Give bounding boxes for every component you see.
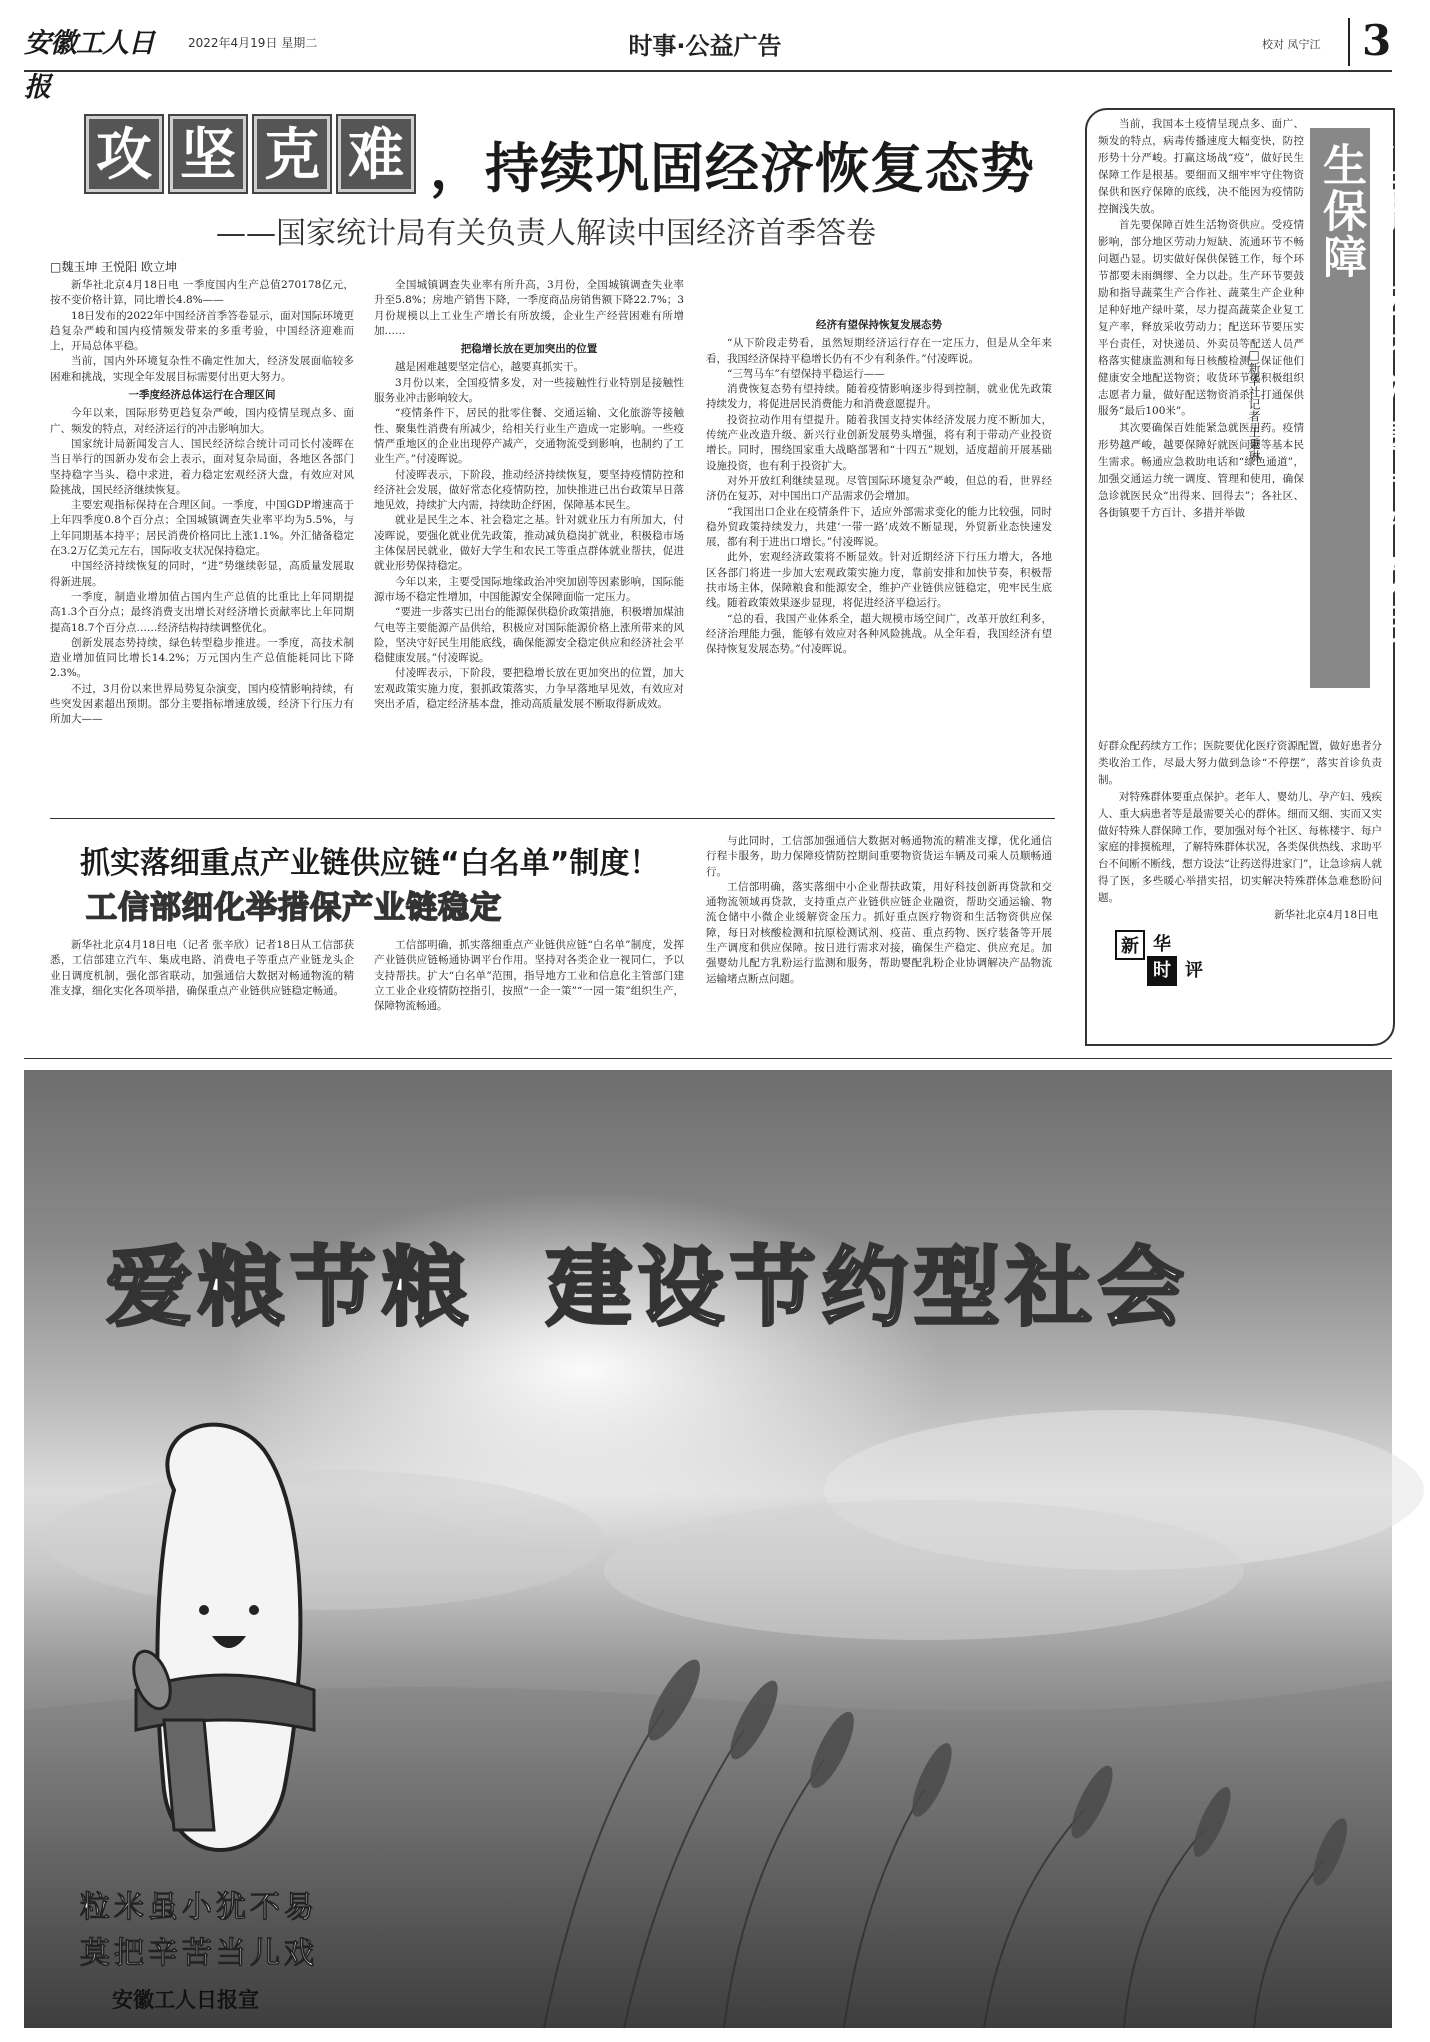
- paragraph: 全国城镇调查失业率有所升高，3月份，全国城镇调查失业率升至5.8%；房地产销售下降，一季度商品房销售额下降22.7%；3月份规模以上工业生产增长有所放缓，企业生产经营困难有所增加……: [374, 279, 684, 337]
- article2-column-3: [706, 834, 1052, 1048]
- commentary-title-bar: [1310, 128, 1426, 688]
- article1-column-2: [374, 278, 684, 810]
- paragraph: 越是困难越要坚定信心，越要真抓实干。: [395, 361, 584, 374]
- commentary-byline: □新华社记者 王秉琳: [1247, 348, 1261, 462]
- editor-credit: 校对 凤宁江: [1262, 38, 1321, 51]
- section-title: 时事·公益广告: [628, 32, 782, 60]
- masthead-text: 安徽工人日报: [24, 28, 154, 103]
- paragraph: 当前，我国本土疫情呈现点多、面广、频发的特点，病毒传播速度大幅变快，防控形势十分严峻。打赢这场战“疫”，做好民生保障工作是根基。要细而又细牢牢守住物资保供和医疗保障的底线，决不能因为疫情防控搁浅失放。: [1098, 118, 1304, 215]
- article2-subtitle: 工信部细化举措保产业链稳定: [86, 890, 502, 926]
- paragraph: “要进一步落实已出台的能源保供稳价政策措施，积极增加煤油气电等主要能源产品供给，积极应对国际能源价格上涨所带来的风险，坚决守好民生用能底线，确保能源安全稳定供应和经济社会平稳健康发展。”付凌晖说。: [374, 606, 684, 665]
- article2-column-2: [374, 938, 684, 1048]
- cloud: [44, 1470, 604, 1610]
- headline-box-char: 坚: [170, 116, 246, 192]
- paragraph: 好群众配药续方工作；医院要优化医疗资源配置，做好患者分类收治工作，尽最大努力做到急诊“不停摆”，落实首诊负责制。: [1098, 740, 1382, 786]
- commentary-title: 坚持『动态清零』做好民生保障: [1315, 142, 1426, 648]
- section-subheading: 一季度经济总体运行在合理区间: [128, 389, 276, 402]
- ad-headline: 爱粮节粮 建设节约型社会: [106, 1238, 1190, 1338]
- logo-char: 评: [1179, 956, 1209, 986]
- xinhua-commentary-logo: [1115, 930, 1245, 986]
- paragraph: 工信部明确，抓实落细重点产业链供应链“白名单”制度，发挥产业链供应链畅通协调平台作用。坚持对各类企业一视同仁，予以支持帮扶。扩大“白名单”范围，指导地方工业和信息化主管部门建立工业企业疫情防控指引，按照“一企一策”“一园一策”组织生产，保障物流畅通。: [374, 939, 684, 1013]
- paragraph: 一季度，制造业增加值占国内生产总值的比重比上年同期提高1.3个百分点；最终消费支出增长对经济增长贡献率比上年同期提高18.7个百分点……经济结构持续调整优化。: [50, 590, 354, 634]
- paragraph: 此外，宏观经济政策将不断显效。针对近期经济下行压力增大，各地区各部门将进一步加大宏观政策实施力度，靠前安排和加快节奏，积极帮扶市场主体，保障粮食和能源安全，维护产业链供应链稳定，兜牢民生底线。随着政策效果逐步显现，将促进经济平稳运行。: [706, 551, 1052, 610]
- commentary-text-lower: [1098, 738, 1382, 1038]
- paragraph: 国家统计局新闻发言人、国民经济综合统计司司长付凌晖在当日举行的国新办发布会上表示，面对复杂局面，各地区各部门坚持稳字当头、稳中求进，着力稳定宏观经济大盘，有效应对风险挑战，国民经济继续恢复。: [50, 437, 354, 496]
- article2-column-1: [50, 938, 354, 1048]
- paragraph: 今年以来，主要受国际地缘政治冲突加剧等因素影响，国际能源市场不稳定性增加，中国能源安全保障面临一定压力。: [374, 575, 684, 603]
- cloud: [604, 1500, 1244, 1640]
- article2-title: 抓实落细重点产业链供应链“白名单”制度！: [80, 846, 660, 881]
- section-subheading: 把稳增长放在更加突出的位置: [460, 343, 598, 356]
- paragraph: 工信部明确，落实落细中小企业帮扶政策，用好科技创新再贷款和交通物流领域再贷款，支持重点产业链供应链企业融资，帮助交通运输、物流仓储中小微企业缓解资金压力。抓好重点医疗物资和生活物资供应保障，每日对核酸检测和抗原检测试剂、疫苗、重点药物、医疗装备等开展生产调度和供应保障。按日进行需求对接，确保生产稳定、供应充足。加强婴幼儿配方乳粉运行监测和服务，帮助婴配乳粉企业协调解决产品物流运输堵点断点问题。: [706, 880, 1052, 985]
- paragraph: 投资拉动作用有望提升。随着我国支持实体经济发展力度不断加大，传统产业改造升级、新兴行业创新发展势头增强，将有利于带动产业投资增长。同时，围绕国家重大战略部署和“十四五”规划，适度超前开展基础设施投资，也有利于投资扩大。: [706, 413, 1052, 472]
- page-number: 3: [1362, 16, 1392, 65]
- paragraph: 对外开放红利继续显现。尽管国际环境复杂严峻，但总的看，世界经济仍在复苏，对中国出口产品需求仍会增加。: [706, 474, 1052, 503]
- headline-main: ，持续巩固经济恢复态势: [430, 137, 1035, 200]
- article1-column-3: [706, 278, 1052, 810]
- paragraph: 首先要保障百姓生活物资供应。受疫情影响，部分地区劳动力短缺、流通环节不畅问题凸显。切实做好保供保链工作，每个环节都要未雨绸缪、全力以赴。生产环节要鼓励和指导蔬菜生产合作社、蔬菜生产企业种足种好地产绿叶菜，尽力提高蔬菜企业复工复产率，释放采收劳动力；配送环节要压实平台责任，对快递员、外卖员等配送人员严格落实健康监测和每日核酸检测，保证他们健康安全地配送物资；收货环节要积极组织志愿者力量，做好配送物资消杀，打通保供服务“最后100米”。: [1098, 219, 1304, 418]
- article-divider: [50, 818, 1055, 819]
- headline-box-char: 攻: [86, 116, 162, 192]
- paragraph: “总的看，我国产业体系全，超大规模市场空间广，改革开放红利多，经济治理能力强，能够有效应对各种风险挑战。从全年看，我国经济有望保持恢复发展态势。”付凌晖说。: [706, 612, 1052, 656]
- section-subheading: 经济有望保持恢复发展态势: [816, 319, 942, 331]
- paragraph: 消费恢复态势有望持续。随着疫情影响逐步得到控制，就业优先政策持续发力，将促进居民消费能力和消费意愿提升。: [706, 383, 1052, 411]
- ad-slogan-line-1: 粒米虽小犹不易: [80, 1890, 318, 1925]
- headline-box-char: 克: [254, 116, 330, 192]
- paragraph: 新华社北京4月18日电 一季度国内生产总值270178亿元，按不变价格计算，同比增长4.8%——: [50, 279, 354, 307]
- paragraph: 当前，国内外环境复杂性不确定性加大，经济发展面临较多困难和挑战，实现全年发展目标需要付出更大努力。: [50, 355, 354, 383]
- logo-char: 时: [1147, 956, 1177, 986]
- paragraph: 主要宏观指标保持在合理区间。一季度，中国GDP增速高于上年四季度0.8个百分点；全国城镇调查失业率平均为5.5%，与上年同期基本持平；居民消费价格同比上涨1.1%。外汇储备稳定在3.2万亿美元左右，国际收支状况保持稳定。: [50, 499, 354, 558]
- headline-boxed-chars: [86, 116, 414, 192]
- paragraph: 不过，3月份以来世界局势复杂演变，国内疫情影响持续，有些突发因素超出预期。部分主要指标增速放缓，经济下行压力有所加大——: [50, 682, 354, 726]
- article-byline: □魏玉坤 王悦阳 欧立坤: [50, 260, 177, 274]
- ad-slogan-line-2: 莫把辛苦当儿戏: [80, 1936, 318, 1971]
- paragraph: “从下阶段走势看，虽然短期经济运行存在一定压力，但是从全年来看，我国经济保持平稳增长仍有不少有利条件。”付凌晖说。: [706, 337, 1052, 365]
- article1-column-1: [50, 278, 354, 810]
- paragraph: 付凌晖表示，下阶段，要把稳增长放在更加突出的位置，加大宏观政策实施力度，狠抓政策落实，力争早落地早见效，有效应对突出矛盾，稳定经济基本盘，推动高质量发展不断取得新成效。: [374, 667, 684, 711]
- header-rule: [24, 70, 1392, 72]
- paragraph: 新华社北京4月18日电（记者 张辛欣）记者18日从工信部获悉，工信部建立汽车、集成电路、消费电子等重点产业链龙头企业日调度机制，强化部省联动，加强通信大数据对畅通物流的精准支撑，细化实化各项举措，确保重点产业链供应链稳定畅通。: [50, 939, 354, 997]
- paragraph: 中国经济持续恢复的同时，“进”势继续彰显，高质量发展取得新进展。: [50, 560, 354, 588]
- headline-box-char: 难: [338, 116, 414, 192]
- paragraph: “我国出口企业在疫情条件下，适应外部需求变化的能力比较强，同时稳外贸政策持续发力，共建‘一带一路’成效不断显现，外贸新业态快速发展，都有利于进出口增长。”付凌晖说。: [706, 505, 1052, 549]
- paragraph: 创新发展态势持续，绿色转型稳步推进。一季度，高技术制造业增加值同比增长14.2%；万元国内生产总值能耗同比下降2.3%。: [50, 636, 354, 680]
- paragraph: 3月份以来，全国疫情多发，对一些接触性行业特别是接触性服务业冲击影响较大。: [374, 376, 684, 405]
- logo-char: 华: [1147, 930, 1177, 960]
- dateline: 新华社北京4月18日电: [1273, 909, 1378, 922]
- ad-sponsor: 安徽工人日报宣: [112, 1988, 259, 2012]
- logo-char: 新: [1115, 930, 1145, 960]
- headline-subtitle: ——国家统计局有关负责人解读中国经济首季答卷: [216, 216, 876, 251]
- section-divider: [24, 1058, 1392, 1059]
- public-service-ad: [24, 1070, 1392, 2028]
- paragraph: 对特殊群体要重点保护。老年人、婴幼儿、孕产妇、残疾人、重大病患者等是最需要关心的群体。细而又细、实而又实做好特殊人群保障工作，要加强对每个社区、每栋楼宇、每户家庭的排摸梳理，了解特殊群体状况，各类保供热线、求助平台不间断不断线，想方设法“让药送得进家门”，让急诊病人就得了医，多些暖心举措实招，切实解决特殊群体急难愁盼问题。: [1098, 790, 1382, 905]
- paragraph: 今年以来，国际形势更趋复杂严峻，国内疫情呈现点多、面广、频发的特点，对经济运行的冲击影响加大。: [50, 407, 354, 435]
- paragraph: 就业是民生之本、社会稳定之基。针对就业压力有所加大，付凌晖说，要强化就业优先政策，推动减负稳岗扩就业，积极稳市场主体保居民就业，做好大学生和农民工等重点群体就业帮扶，促进就业形势保持稳定。: [374, 514, 684, 573]
- paragraph: 18日发布的2022年中国经济首季答卷显示，面对国际环境更趋复杂严峻和国内疫情频发带来的多重考验，中国经济迎难而上，开局总体平稳。: [50, 309, 354, 353]
- paragraph: 其次要确保百姓能紧急就医用药。疫情形势越严峻，越要保障好就医问题等基本民生需求。畅通应急救助电话和“绿色通道”，加强交通运力统一调度、管理和使用，确保急诊就医民众“出得来、回得去”；各社区、各街镇要千方百计、多措并举做: [1098, 422, 1304, 519]
- paragraph: “疫情条件下，居民的批零住餐、交通运输、文化旅游等接触性、聚集性消费有所减少，给相关行业生产造成一定影响。一些疫情严重地区的企业出现停产减产，交通物流受到影响，也制约了工业生产。”付凌晖说。: [374, 407, 684, 466]
- paragraph: “三驾马车”有望保持平稳运行——: [727, 367, 885, 380]
- paragraph: 与此同时，工信部加强通信大数据对畅通物流的精准支撑，优化通信行程卡服务，助力保障疫情防控期间重要物资货运车辆及司乘人员顺畅通行。: [706, 835, 1052, 878]
- newspaper-masthead: [24, 22, 164, 103]
- paragraph: 付凌晖表示，下阶段，推动经济持续恢复，要坚持疫情防控和经济社会发展，做好常态化疫情防控，加快推进已出台政策早日落地见效，持续扩大内需，持续助企纾困，保障基本民生。: [374, 468, 684, 512]
- issue-date: 2022年4月19日 星期二: [188, 36, 318, 50]
